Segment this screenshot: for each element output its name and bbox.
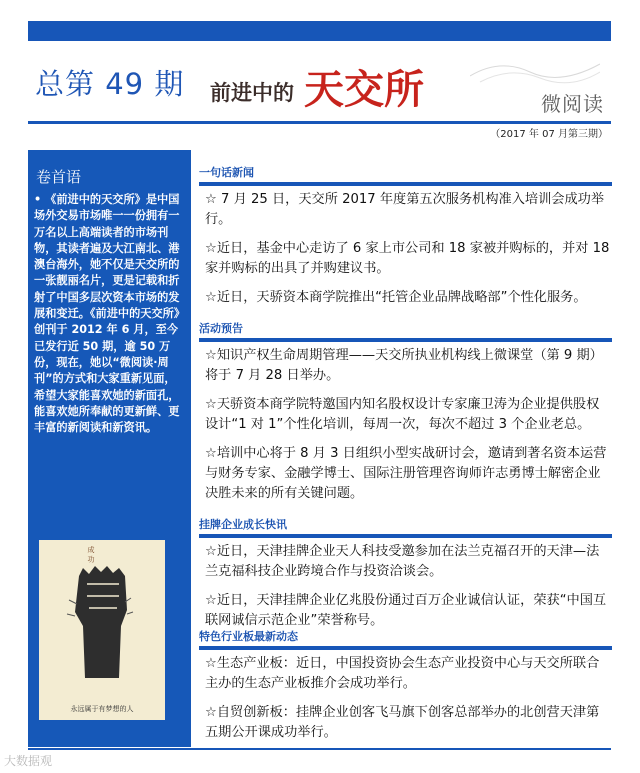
top-bar — [28, 21, 611, 41]
bullet-icon: • — [34, 193, 42, 206]
banner-decoration — [470, 54, 600, 84]
news-item: ☆知识产权生命周期管理——天交所执业机构线上微课堂（第 9 期）将于 7 月 28 日举办。 — [205, 348, 603, 383]
news-item: ☆天骄资本商学院特邀国内知名股权设计专家廉卫涛为企业提供股权设计“1 对 1”个性化培训，每周一次，每次不超过 3 个企业老总。 — [205, 397, 600, 432]
news-item: ☆近日，天津挂牌企业亿兆股份通过百万企业诚信认证，荣获“中国互联网诚信示范企业”荣誉称号。 — [205, 593, 607, 628]
section-heading: 挂牌企业成长快讯 — [199, 518, 287, 531]
news-item: ☆自贸创新板：挂牌企业创客飞马旗下创客总部举办的北创营天津第五期公开课成功举行。 — [205, 705, 600, 740]
news-item: ☆近日，基金中心走访了 6 家上市公司和 18 家被并购标的，并对 18 家并购标的出具了并购建议书。 — [205, 241, 610, 276]
sidebar-intro — [34, 192, 186, 436]
news-item: ☆培训中心将于 8 月 3 日组织小型实战研讨会，邀请到著名资本运营与财务专家、金融学博士、国际注册管理咨询师许志勇博士解密企业决胜未来的所有关键问题。 — [205, 446, 607, 501]
issue-date: （2017 年 07 月第三期） — [490, 129, 608, 140]
section-heading: 特色行业板最新动态 — [199, 630, 298, 643]
banner-prefix: 前进中的 — [210, 81, 294, 105]
section-rule — [199, 338, 612, 342]
sidebar — [28, 150, 191, 747]
news-item: ☆生态产业板：近日，中国投资协会生态产业投资中心与天交所联合主办的生态产业板推介会成功举行。 — [205, 656, 600, 691]
footer-rule — [28, 748, 611, 750]
poster-caption: 永远属于有梦想的人 — [70, 705, 134, 713]
section-rule — [199, 182, 612, 186]
section-news — [199, 164, 612, 308]
masthead-banner — [200, 46, 610, 122]
header-rule — [28, 121, 611, 124]
fist-illustration — [39, 540, 165, 700]
banner-title: 天交所 — [304, 66, 424, 113]
watermark: 大数据观 — [4, 754, 53, 768]
section-events — [199, 320, 612, 504]
sidebar-intro-text: 《前进中的天交所》是中国场外交易市场唯一一份拥有一万名以上高端读者的市场刊物，其读者遍及大江南北、港澳台海外，她不仅是天交所的一张靓丽名片，更是记载和折射了中国多层次资本市场的发展和变迁。《前进中的天交所》创刊于 2012 年 6 月，至今已发行近 50 期，逾 50 万份，现在，她以“微阅读·周刊”的方式和大家重新见面，希望大家能喜欢她的新面孔，能喜欢她所奉献的更新鲜、更丰富的新阅读和新资讯。 — [34, 193, 186, 435]
news-item: ☆近日，天津挂牌企业天人科技受邀参加在法兰克福召开的天津—法兰克福科技企业跨境合作与投资洽谈会。 — [205, 544, 600, 579]
banner-tag: 微阅读 — [541, 92, 604, 116]
news-item: ☆ 7 月 25 日，天交所 2017 年度第五次服务机构准入培训会成功举行。 — [205, 192, 605, 227]
poster-title: 成 功 — [87, 546, 95, 563]
section-rule — [199, 646, 612, 650]
issue-number: 总第 49 期 — [35, 67, 185, 101]
section-industry — [199, 628, 612, 743]
sidebar-title: 卷首语 — [36, 168, 82, 186]
success-poster — [39, 540, 165, 720]
section-heading: 一句话新闻 — [199, 166, 254, 179]
section-heading: 活动预告 — [199, 322, 243, 335]
section-growth — [199, 516, 612, 631]
section-rule — [199, 534, 612, 538]
news-item: ☆近日，天骄资本商学院推出“托管企业品牌战略部”个性化服务。 — [205, 290, 587, 305]
